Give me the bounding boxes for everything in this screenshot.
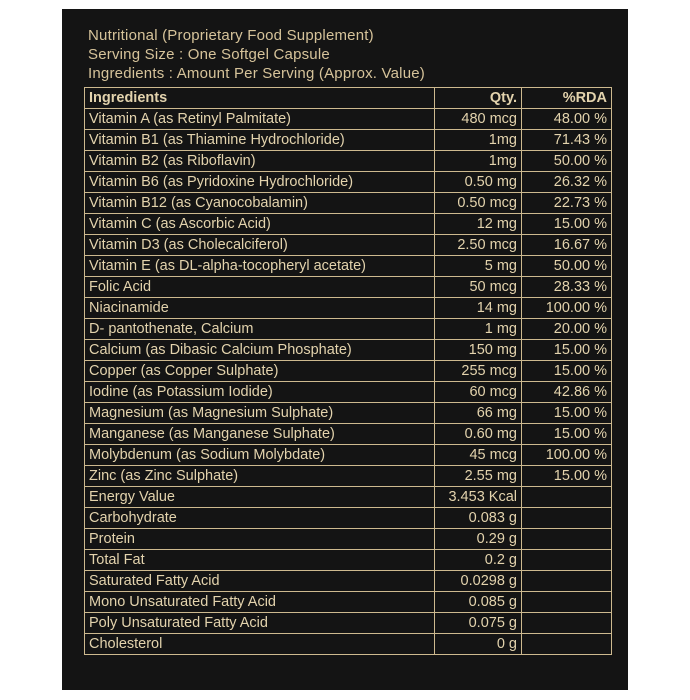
rda-cell: 71.43 % — [522, 130, 612, 151]
ingredient-cell: Vitamin C (as Ascorbic Acid) — [85, 214, 435, 235]
ingredient-cell: Manganese (as Manganese Sulphate) — [85, 424, 435, 445]
rda-cell: 26.32 % — [522, 172, 612, 193]
table-row — [85, 256, 612, 277]
table-row — [85, 361, 612, 382]
table-row — [85, 634, 612, 655]
qty-cell: 50 mcg — [435, 277, 522, 298]
table-row — [85, 193, 612, 214]
table-row — [85, 319, 612, 340]
qty-cell: 0.083 g — [435, 508, 522, 529]
table-row — [85, 592, 612, 613]
rda-cell: 42.86 % — [522, 382, 612, 403]
ingredient-cell: Vitamin E (as DL-alpha-tocopheryl acetate) — [85, 256, 435, 277]
ingredient-cell: Copper (as Copper Sulphate) — [85, 361, 435, 382]
table-row — [85, 550, 612, 571]
qty-cell: 3.453 Kcal — [435, 487, 522, 508]
table-row — [85, 403, 612, 424]
qty-cell: 0.2 g — [435, 550, 522, 571]
rda-cell — [522, 508, 612, 529]
supplement-type-text: Nutritional (Proprietary Food Supplement) — [88, 27, 374, 44]
table-row — [85, 571, 612, 592]
qty-cell: 0.29 g — [435, 529, 522, 550]
rda-cell: 15.00 % — [522, 361, 612, 382]
table-row — [85, 487, 612, 508]
qty-cell: 2.50 mcg — [435, 235, 522, 256]
table-row — [85, 466, 612, 487]
ingredient-cell: Cholesterol — [85, 634, 435, 655]
qty-cell: 0.50 mcg — [435, 193, 522, 214]
nutrition-label-panel — [62, 9, 628, 690]
rda-cell: 48.00 % — [522, 109, 612, 130]
rda-cell — [522, 487, 612, 508]
rda-cell: 50.00 % — [522, 151, 612, 172]
ingredient-cell: Energy Value — [85, 487, 435, 508]
serving-size-text: Serving Size : One Softgel Capsule — [88, 46, 330, 63]
table-row — [85, 529, 612, 550]
qty-cell: 45 mcg — [435, 445, 522, 466]
qty-cell: 66 mg — [435, 403, 522, 424]
qty-cell: 5 mg — [435, 256, 522, 277]
table-row — [85, 508, 612, 529]
table-row — [85, 172, 612, 193]
qty-cell: 0.085 g — [435, 592, 522, 613]
rda-cell: 15.00 % — [522, 214, 612, 235]
ingredient-cell: Molybdenum (as Sodium Molybdate) — [85, 445, 435, 466]
label-header — [88, 26, 425, 83]
ingredient-cell: Vitamin A (as Retinyl Palmitate) — [85, 109, 435, 130]
table-body — [85, 109, 612, 655]
ingredient-cell: Total Fat — [85, 550, 435, 571]
ingredient-cell: Iodine (as Potassium Iodide) — [85, 382, 435, 403]
ingredient-cell: Calcium (as Dibasic Calcium Phosphate) — [85, 340, 435, 361]
rda-cell — [522, 529, 612, 550]
qty-cell: 0 g — [435, 634, 522, 655]
table-row — [85, 235, 612, 256]
ingredient-cell: Poly Unsaturated Fatty Acid — [85, 613, 435, 634]
qty-cell: 255 mcg — [435, 361, 522, 382]
nutrition-table — [84, 87, 612, 655]
qty-cell: 2.55 mg — [435, 466, 522, 487]
rda-cell: 15.00 % — [522, 340, 612, 361]
ingredients-note-text: Ingredients : Amount Per Serving (Approx. Value) — [88, 65, 425, 82]
table-row — [85, 130, 612, 151]
rda-cell: 50.00 % — [522, 256, 612, 277]
qty-cell: 1mg — [435, 130, 522, 151]
table-row — [85, 613, 612, 634]
rda-cell — [522, 634, 612, 655]
rda-cell: 15.00 % — [522, 466, 612, 487]
rda-cell: 16.67 % — [522, 235, 612, 256]
qty-cell: 12 mg — [435, 214, 522, 235]
qty-cell: 0.075 g — [435, 613, 522, 634]
qty-cell: 60 mcg — [435, 382, 522, 403]
table-row — [85, 340, 612, 361]
ingredient-cell: Vitamin B6 (as Pyridoxine Hydrochloride) — [85, 172, 435, 193]
qty-cell: 0.50 mg — [435, 172, 522, 193]
ingredient-cell: Vitamin D3 (as Cholecalciferol) — [85, 235, 435, 256]
ingredient-cell: Carbohydrate — [85, 508, 435, 529]
ingredient-cell: Vitamin B2 (as Riboflavin) — [85, 151, 435, 172]
column-header-ingredients: Ingredients — [85, 88, 435, 109]
qty-cell: 14 mg — [435, 298, 522, 319]
table-row — [85, 277, 612, 298]
table-row — [85, 151, 612, 172]
rda-cell: 100.00 % — [522, 445, 612, 466]
ingredient-cell: Protein — [85, 529, 435, 550]
rda-cell — [522, 592, 612, 613]
rda-cell: 22.73 % — [522, 193, 612, 214]
table-header-row — [85, 88, 612, 109]
table-row — [85, 109, 612, 130]
column-header-rda: %RDA — [522, 88, 612, 109]
ingredient-cell: Zinc (as Zinc Sulphate) — [85, 466, 435, 487]
qty-cell: 1mg — [435, 151, 522, 172]
rda-cell — [522, 550, 612, 571]
rda-cell: 28.33 % — [522, 277, 612, 298]
qty-cell: 1 mg — [435, 319, 522, 340]
qty-cell: 150 mg — [435, 340, 522, 361]
ingredient-cell: Saturated Fatty Acid — [85, 571, 435, 592]
ingredient-cell: D- pantothenate, Calcium — [85, 319, 435, 340]
table-row — [85, 298, 612, 319]
qty-cell: 0.60 mg — [435, 424, 522, 445]
rda-cell — [522, 613, 612, 634]
ingredient-cell: Magnesium (as Magnesium Sulphate) — [85, 403, 435, 424]
ingredient-cell: Vitamin B1 (as Thiamine Hydrochloride) — [85, 130, 435, 151]
column-header-qty: Qty. — [435, 88, 522, 109]
rda-cell: 100.00 % — [522, 298, 612, 319]
ingredient-cell: Folic Acid — [85, 277, 435, 298]
table-row — [85, 382, 612, 403]
table-row — [85, 424, 612, 445]
ingredient-cell: Niacinamide — [85, 298, 435, 319]
ingredient-cell: Vitamin B12 (as Cyanocobalamin) — [85, 193, 435, 214]
qty-cell: 0.0298 g — [435, 571, 522, 592]
rda-cell: 15.00 % — [522, 403, 612, 424]
rda-cell: 15.00 % — [522, 424, 612, 445]
qty-cell: 480 mcg — [435, 109, 522, 130]
rda-cell — [522, 571, 612, 592]
rda-cell: 20.00 % — [522, 319, 612, 340]
table-row — [85, 214, 612, 235]
ingredient-cell: Mono Unsaturated Fatty Acid — [85, 592, 435, 613]
table-row — [85, 445, 612, 466]
